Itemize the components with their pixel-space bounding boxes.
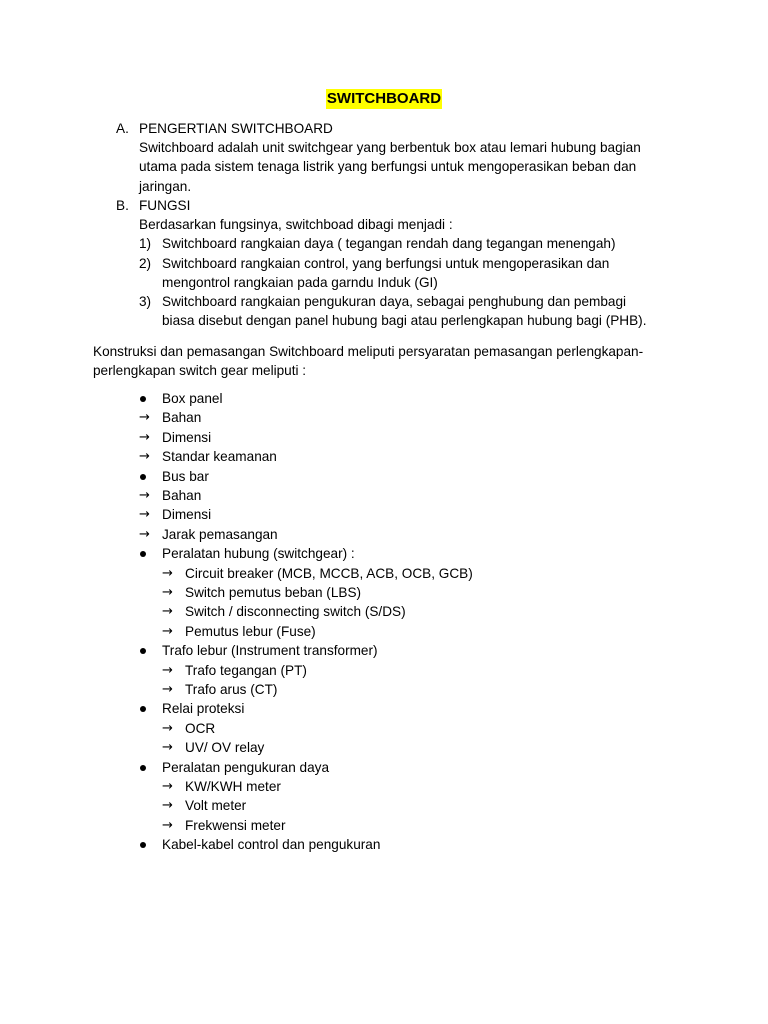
list-item: Trafo arus (CT)	[185, 682, 278, 697]
list-item: Circuit breaker (MCB, MCCB, ACB, OCB, GCB)	[185, 565, 473, 581]
list-item: Pemutus lebur (Fuse)	[185, 623, 316, 639]
list-item: Relai proteksi	[162, 701, 245, 717]
arrow-right-icon: →	[139, 410, 150, 426]
bullet-dot-icon	[140, 842, 146, 848]
list-item: Trafo tegangan (PT)	[185, 662, 307, 678]
arrow-right-icon: →	[162, 817, 173, 833]
arrow-right-icon: →	[162, 720, 173, 736]
list-item: Box panel	[162, 391, 223, 406]
arrow-right-icon: →	[162, 585, 173, 600]
list-item: Jarak pemasangan	[162, 526, 278, 542]
arrow-right-icon: →	[162, 623, 173, 639]
section-a-text-line: jaringan.	[139, 179, 192, 194]
section-a-text-line: Switchboard adalah unit switchgear yang berbentuk box atau lemari hubung bagian	[139, 140, 641, 155]
list-item: Trafo lebur (Instrument transformer)	[162, 643, 378, 659]
arrow-right-icon: →	[139, 526, 150, 542]
bullet-dot-icon	[140, 706, 146, 712]
list-item: Standar keamanan	[162, 449, 277, 465]
arrow-right-icon: →	[139, 488, 150, 503]
title-wrap	[0, 89, 768, 109]
arrow-right-icon: →	[162, 740, 173, 756]
arrow-right-icon: →	[162, 779, 173, 794]
section-a-heading: PENGERTIAN SWITCHBOARD	[139, 121, 333, 136]
arrow-right-icon: →	[162, 682, 173, 697]
paragraph-line: Konstruksi dan pemasangan Switchboard meliputi persyaratan pemasangan perlengkapan-	[93, 344, 644, 359]
numbered-item-text: biasa disebut dengan panel hubung bagi atau perlengkapan hubung bagi (PHB).	[162, 313, 647, 328]
list-item: Frekwensi meter	[185, 817, 286, 833]
section-a-text-line: utama pada sistem tenaga listrik yang berfungsi untuk mengoperasikan beban dan	[139, 159, 637, 174]
bullet-dot-icon	[140, 648, 146, 654]
list-item: Dimensi	[162, 507, 212, 523]
numbered-item-marker: 2)	[139, 256, 152, 271]
list-item: Switch / disconnecting switch (S/DS)	[185, 604, 406, 620]
list-item: Peralatan pengukuran daya	[162, 759, 330, 775]
bullet-dot-icon	[140, 396, 146, 402]
arrow-right-icon: →	[162, 798, 173, 814]
arrow-right-icon: →	[139, 449, 150, 465]
list-item: Bahan	[162, 410, 202, 426]
numbered-item-text: mengontrol rangkaian pada garndu Induk (GI)	[162, 275, 438, 290]
numbered-item-text: Switchboard rangkaian control, yang berfungsi untuk mengoperasikan dan	[162, 256, 610, 271]
numbered-item-marker: 3)	[139, 294, 152, 309]
section-b-marker: B.	[116, 198, 129, 213]
list-item: OCR	[185, 720, 216, 736]
list-item: KW/KWH meter	[185, 779, 281, 794]
list-item: Peralatan hubung (switchgear) :	[162, 546, 355, 562]
bullet-dot-icon	[140, 551, 146, 557]
list-item: Switch pemutus beban (LBS)	[185, 585, 362, 600]
numbered-item-text: Switchboard rangkaian pengukuran daya, sebagai penghubung dan pembagi	[162, 294, 627, 309]
bullet-dot-icon	[140, 765, 146, 771]
section-b-heading: FUNGSI	[139, 198, 191, 213]
numbered-item-marker: 1)	[139, 236, 152, 251]
list-item: UV/ OV relay	[185, 740, 265, 756]
arrow-right-icon: →	[139, 507, 150, 523]
section-b-intro: Berdasarkan fungsinya, switchboad dibagi menjadi :	[139, 217, 453, 232]
arrow-right-icon: →	[162, 604, 173, 620]
numbered-item-text: Switchboard rangkaian daya ( tegangan rendah dang tegangan menengah)	[162, 236, 616, 251]
list-item: Kabel-kabel control dan pengukuran	[162, 837, 381, 853]
arrow-right-icon: →	[139, 429, 150, 445]
list-item: Dimensi	[162, 429, 212, 445]
paragraph-line: perlengkapan switch gear meliputi :	[93, 363, 307, 378]
arrow-right-icon: →	[162, 662, 173, 678]
section-a-marker: A.	[116, 121, 129, 136]
document-title: SWITCHBOARD	[326, 90, 442, 107]
list-item: Volt meter	[185, 798, 247, 814]
list-item: Bus bar	[162, 468, 209, 484]
arrow-right-icon: →	[162, 565, 173, 581]
list-item: Bahan	[162, 488, 202, 503]
bullet-dot-icon	[140, 474, 146, 480]
